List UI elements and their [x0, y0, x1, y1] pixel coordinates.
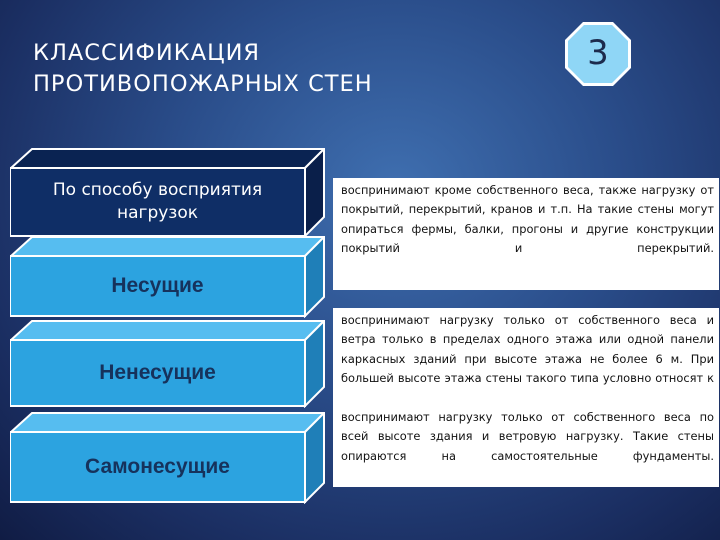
header-block-line-1: По способу восприятия — [52, 180, 263, 200]
slide-number-badge — [563, 20, 633, 90]
header-block — [10, 148, 325, 238]
description-non-load-bearing: воспринимают нагрузку только от собственного веса и ветра только в пределах одного этажа или одной панели каркасных зданий при высоте этажа не более 6 м. При большей высоте этажа стены такого типа условно относят к — [333, 308, 719, 405]
category-label: Ненесущие — [99, 361, 216, 384]
slide-title — [33, 38, 553, 100]
slide-title-line-2: ПРОТИВОПОЖАРНЫХ СТЕН — [33, 71, 373, 97]
category-block-self-supporting — [10, 412, 325, 504]
category-label: Несущие — [111, 274, 204, 297]
slide-number: 3 — [587, 33, 609, 73]
category-block-non-load-bearing — [10, 320, 325, 408]
slide-title-line-1: КЛАССИФИКАЦИЯ — [33, 40, 261, 66]
header-block-line-2: нагрузок — [116, 203, 199, 223]
description-self-supporting: воспринимают нагрузку только от собственного веса по всей высоте здания и ветровую нагрузку. Такие стены опираются на самостоятельные фундаменты. — [333, 405, 719, 487]
category-label: Самонесущие — [85, 455, 230, 478]
category-block-load-bearing — [10, 236, 325, 318]
description-load-bearing: воспринимают кроме собственного веса, также нагрузку от покрытий, перекрытий, кранов и т.п. На такие стены могут опираться фермы, балки, прогоны и другие конструкции покрытий и перекрытий. — [333, 178, 719, 290]
